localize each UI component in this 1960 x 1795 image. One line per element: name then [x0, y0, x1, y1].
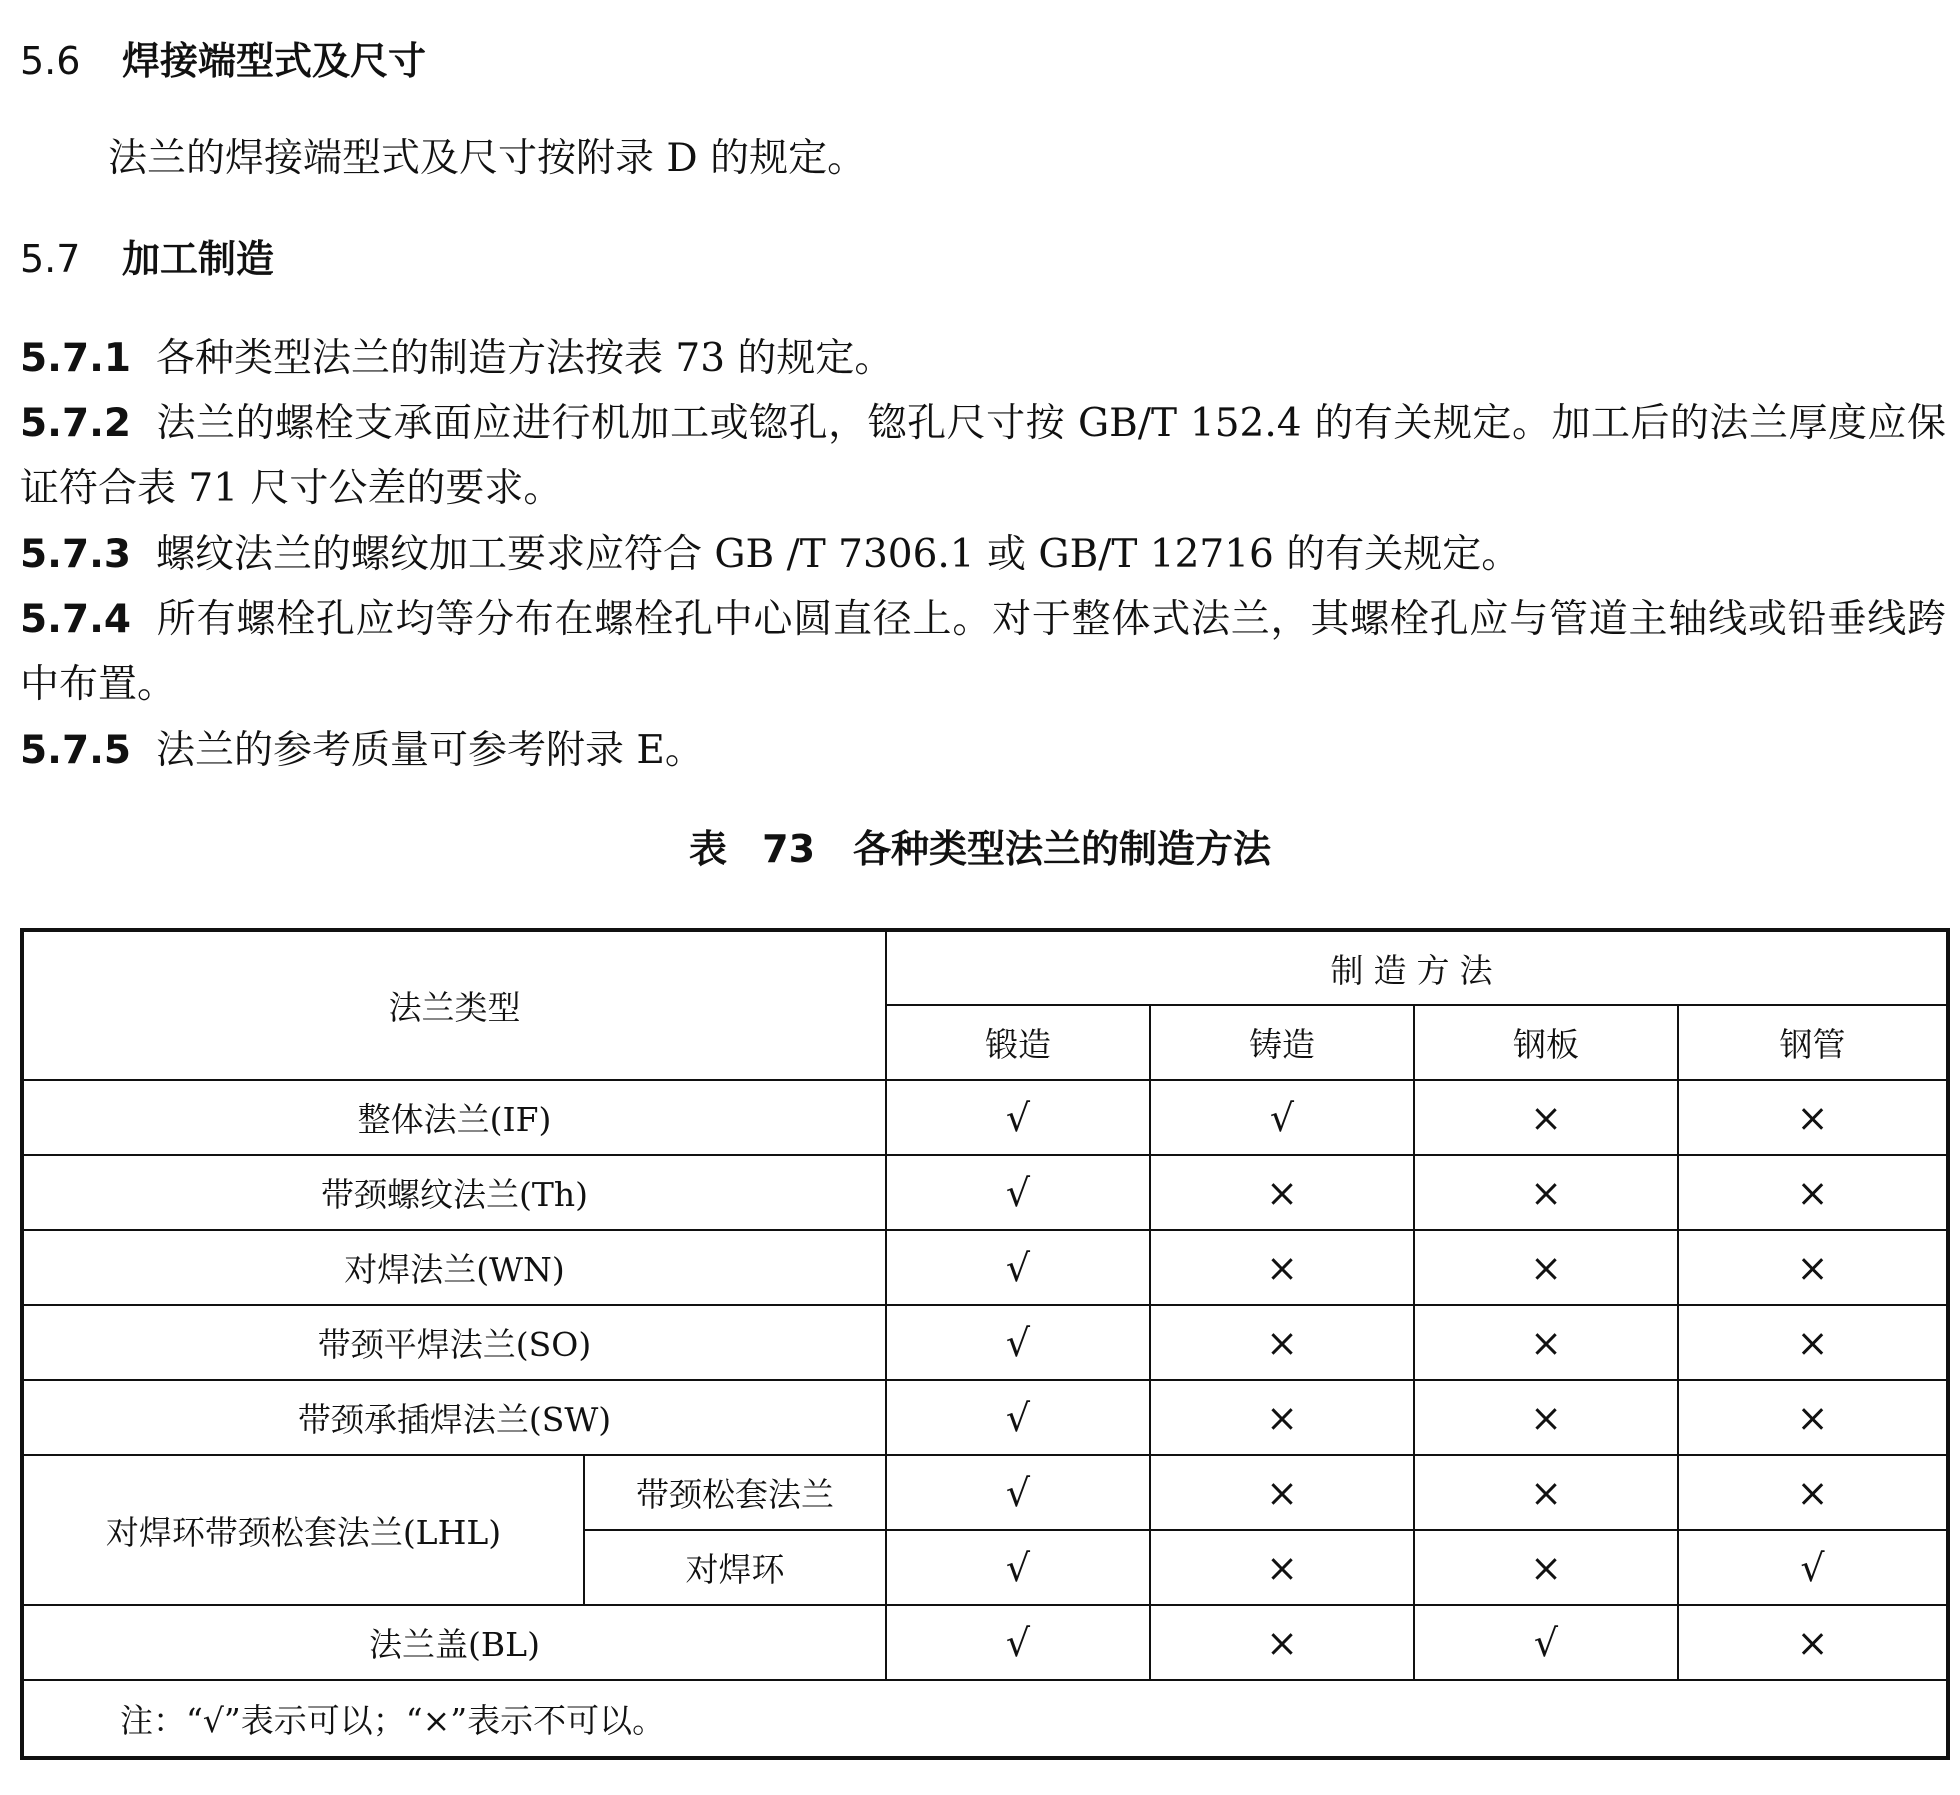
mark-cell: √ [886, 1080, 1150, 1155]
table-row [22, 1155, 1948, 1230]
clause-text: 各种类型法兰的制造方法按表 73 的规定。 [156, 336, 894, 381]
section-title: 焊接端型式及尺寸 [122, 39, 427, 83]
mark-cell: × [1678, 1155, 1948, 1230]
clause-5-7-2 [20, 391, 1946, 521]
mark-cell: × [1414, 1455, 1678, 1530]
table-row [22, 1080, 1948, 1155]
mark-cell: √ [886, 1230, 1150, 1305]
mark-cell: × [1678, 1455, 1948, 1530]
mark-cell: × [1678, 1380, 1948, 1455]
mark-cell: × [1150, 1305, 1414, 1380]
clause-5-7-1 [20, 326, 1946, 391]
method-header-pipe: 钢管 [1678, 1005, 1948, 1080]
clause-number: 5.7.4 [20, 597, 132, 642]
clause-number: 5.7.2 [20, 401, 132, 446]
manufacturing-methods-table [20, 928, 1950, 1760]
flange-type-cell-lhl: 对焊环带颈松套法兰(LHL) [22, 1455, 584, 1605]
mark-cell: × [1414, 1080, 1678, 1155]
method-header-plate: 钢板 [1414, 1005, 1678, 1080]
mark-cell: × [1678, 1080, 1948, 1155]
section-5-6-heading [20, 38, 426, 84]
note-row [22, 1680, 1948, 1758]
flange-type-cell: 带颈承插焊法兰(SW) [22, 1380, 886, 1455]
clause-number: 5.7.5 [20, 728, 132, 773]
mark-cell: √ [886, 1455, 1150, 1530]
table-row [22, 1455, 1948, 1530]
method-header-forging: 锻造 [886, 1005, 1150, 1080]
clause-5-7-3 [20, 522, 1946, 587]
mark-cell: × [1150, 1155, 1414, 1230]
mark-cell: × [1414, 1380, 1678, 1455]
mark-cell: × [1150, 1455, 1414, 1530]
mark-cell: √ [1414, 1605, 1678, 1680]
section-5-7-heading [20, 236, 274, 282]
method-header-casting: 铸造 [1150, 1005, 1414, 1080]
mark-cell: × [1678, 1605, 1948, 1680]
mark-cell: × [1414, 1230, 1678, 1305]
clause-5-7-4 [20, 587, 1946, 717]
section-number: 5.6 [20, 39, 81, 83]
mark-cell: × [1414, 1530, 1678, 1605]
table-note: 注：“√”表示可以；“×”表示不可以。 [22, 1680, 1948, 1758]
mark-cell: √ [886, 1530, 1150, 1605]
flange-type-cell: 带颈平焊法兰(SO) [22, 1305, 886, 1380]
table-row [22, 1605, 1948, 1680]
mark-cell: √ [886, 1155, 1150, 1230]
header-row [22, 930, 1948, 1005]
flange-part-cell: 对焊环 [584, 1530, 886, 1605]
section-5-6-paragraph: 法兰的焊接端型式及尺寸按附录 D 的规定。 [108, 136, 867, 181]
flange-type-header: 法兰类型 [22, 930, 886, 1080]
table-row [22, 1380, 1948, 1455]
section-title: 加工制造 [122, 237, 275, 281]
flange-type-cell: 带颈螺纹法兰(Th) [22, 1155, 886, 1230]
clause-text: 法兰的参考质量可参考附录 E。 [156, 728, 704, 773]
clause-number: 5.7.3 [20, 532, 132, 577]
table-caption: 表 73 各种类型法兰的制造方法 [688, 827, 1272, 871]
clause-text: 螺纹法兰的螺纹加工要求应符合 GB /T 7306.1 或 GB/T 12716 的有关规定。 [156, 532, 1521, 577]
clause-5-7-5 [20, 718, 1946, 783]
clause-text: 所有螺栓孔应均等分布在螺栓孔中心圆直径上。对于整体式法兰，其螺栓孔应与管道主轴线或铅垂线跨中布置。 [20, 597, 1946, 707]
section-number: 5.7 [20, 237, 81, 281]
mark-cell: √ [886, 1305, 1150, 1380]
mark-cell: √ [886, 1605, 1150, 1680]
mark-cell: × [1150, 1605, 1414, 1680]
mark-cell: × [1150, 1230, 1414, 1305]
mark-cell: √ [1150, 1080, 1414, 1155]
mark-cell: × [1150, 1380, 1414, 1455]
mark-cell: × [1414, 1305, 1678, 1380]
method-group-header: 制造方法 [886, 930, 1948, 1005]
mark-cell: × [1678, 1305, 1948, 1380]
table-row [22, 1230, 1948, 1305]
flange-part-cell: 带颈松套法兰 [584, 1455, 886, 1530]
flange-type-cell: 法兰盖(BL) [22, 1605, 886, 1680]
mark-cell: × [1678, 1230, 1948, 1305]
clause-number: 5.7.1 [20, 336, 132, 381]
clause-text: 法兰的螺栓支承面应进行机加工或锪孔，锪孔尺寸按 GB/T 152.4 的有关规定。加工后的法兰厚度应保证符合表 71 尺寸公差的要求。 [20, 401, 1946, 511]
mark-cell: √ [886, 1380, 1150, 1455]
flange-type-cell: 对焊法兰(WN) [22, 1230, 886, 1305]
table-row [22, 1305, 1948, 1380]
mark-cell: × [1414, 1155, 1678, 1230]
mark-cell: × [1150, 1530, 1414, 1605]
flange-type-cell: 整体法兰(IF) [22, 1080, 886, 1155]
mark-cell: √ [1678, 1530, 1948, 1605]
